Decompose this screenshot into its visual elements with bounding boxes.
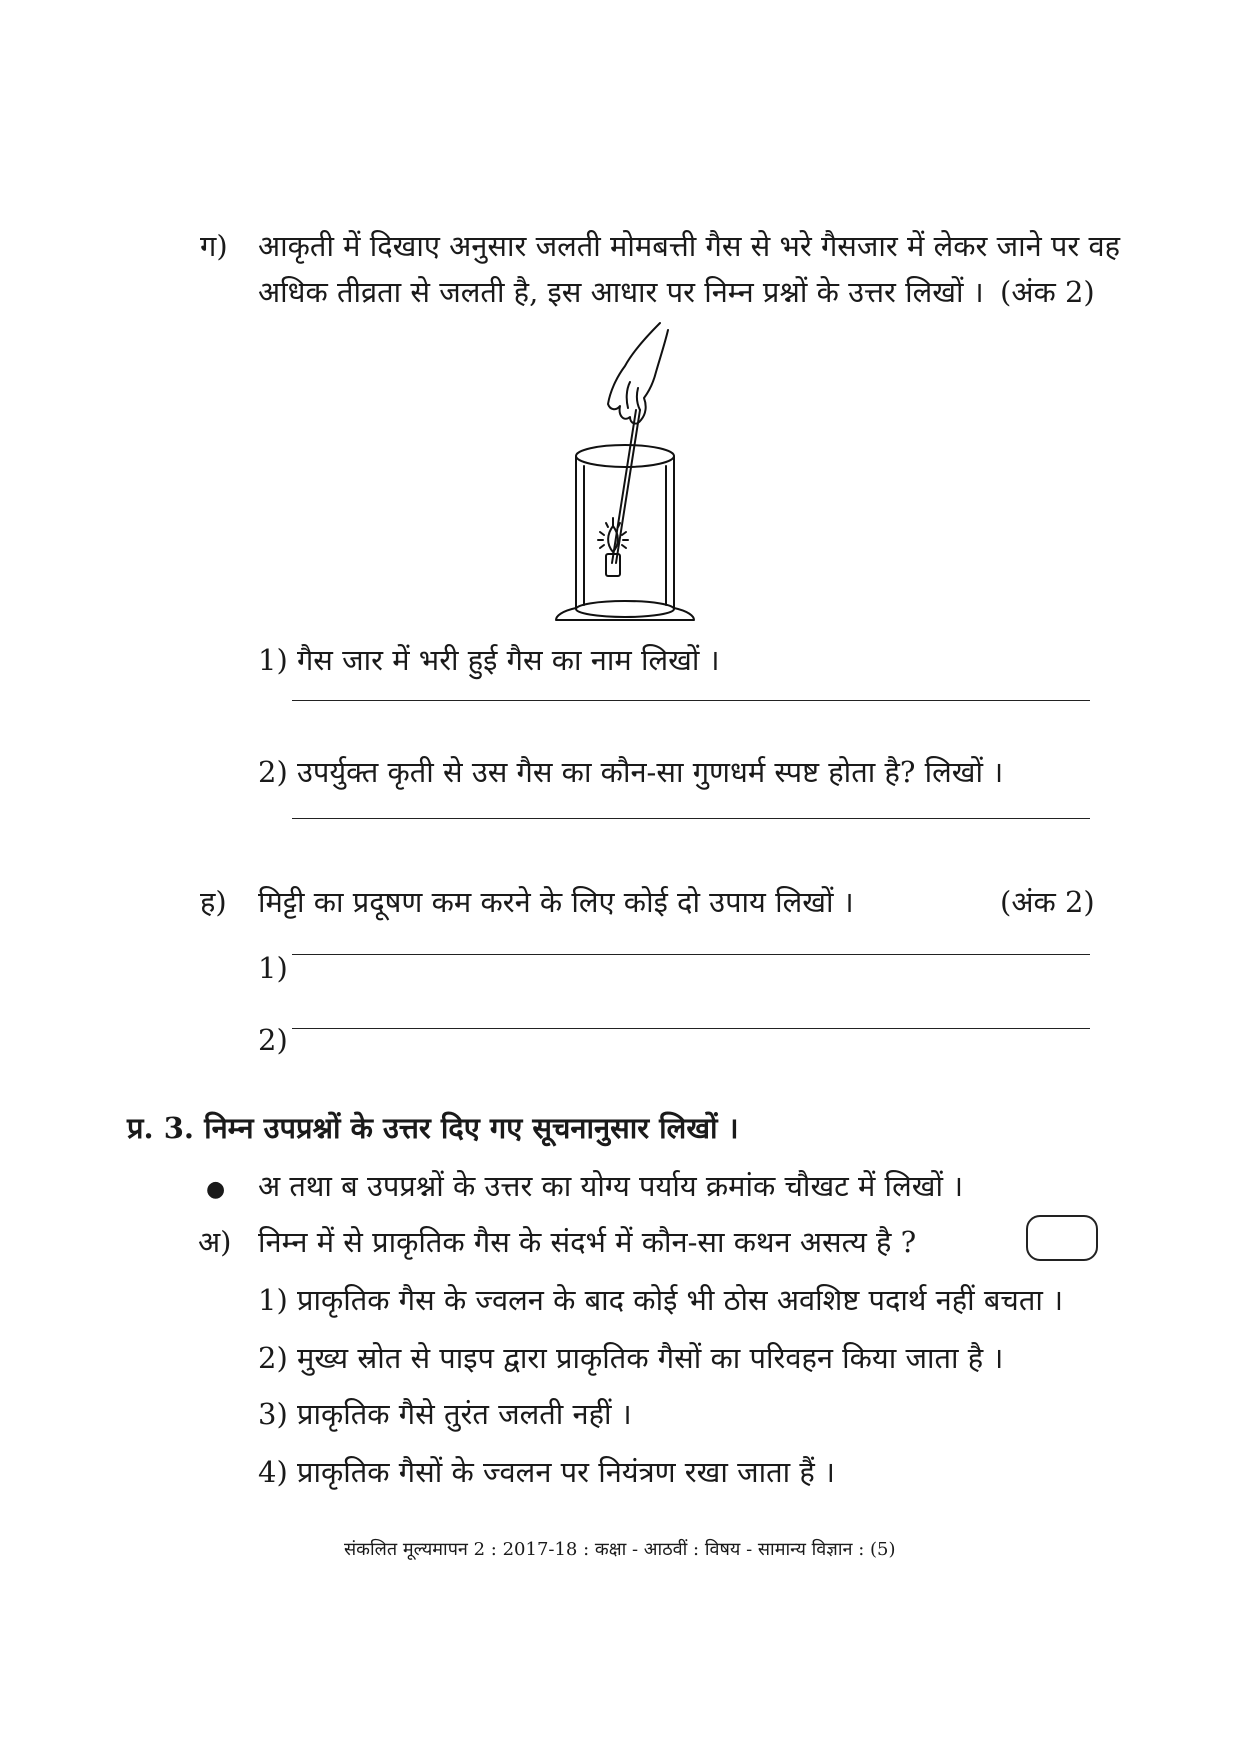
answer-box-3a[interactable] (1026, 1215, 1098, 1261)
question-3a-option-4: 4) प्राकृतिक गैसों के ज्वलन पर नियंत्रण रखा जाता हैं । (258, 1455, 836, 1489)
question-g-marks: (अंक 2) (1000, 275, 1095, 309)
gas-jar-candle-figure (540, 318, 750, 628)
bullet-icon: ● (206, 1177, 226, 1202)
question-g-text-line1: आकृती में दिखाए अनुसार जलती मोमबत्ती गैस से भरे गैसजार में लेकर जाने पर वह (258, 229, 1121, 263)
answer-line-h2[interactable] (292, 1028, 1090, 1029)
question-3a-option-1: 1) प्राकृतिक गैस के ज्वलन के बाद कोई भी ठोस अवशिष्ट पदार्थ नहीं बचता । (258, 1283, 1064, 1317)
page-footer: संकलित मूल्यमापन 2 : 2017-18 : कक्षा - आठवीं : विषय - सामान्य विज्ञान : (5) (344, 1539, 896, 1560)
question-h-text: मिट्टी का प्रदूषण कम करने के लिए कोई दो उपाय लिखों । (258, 885, 854, 919)
question-g-sub1: 1) गैस जार में भरी हुई गैस का नाम लिखों । (258, 643, 720, 677)
question-3a-option-2: 2) मुख्य स्रोत से पाइप द्वारा प्राकृतिक गैसों का परिवहन किया जाता है । (258, 1341, 1004, 1375)
question-h-answer-2-label: 2) (258, 1023, 288, 1057)
answer-line-g1[interactable] (292, 700, 1090, 701)
question-3a-text: निम्न में से प्राकृतिक गैस के संदर्भ में कौन-सा कथन असत्य है ? (258, 1225, 917, 1259)
hand-icon (608, 323, 668, 424)
question-h-marks: (अंक 2) (1000, 885, 1095, 919)
question-3-heading: प्र. 3. निम्न उपप्रश्नों के उत्तर दिए गए सूचनानुसार लिखों । (127, 1111, 739, 1145)
answer-line-g2[interactable] (292, 818, 1090, 819)
answer-line-h1[interactable] (292, 954, 1090, 955)
question-g-marker: ग) (200, 229, 228, 263)
question-h-marker: ह) (200, 885, 227, 919)
question-g-text-line2: अधिक तीव्रता से जलती है, इस आधार पर निम्न प्रश्नों के उत्तर लिखों । (258, 275, 984, 309)
question-3a-option-3: 3) प्राकृतिक गैसे तुरंत जलती नहीं । (258, 1397, 632, 1431)
question-g-sub2: 2) उपर्युक्त कृती से उस गैस का कौन-सा गुणधर्म स्पष्ट होता है? लिखों । (258, 755, 1004, 789)
question-h-answer-1-label: 1) (258, 951, 288, 985)
question-3-instruction: अ तथा ब उपप्रश्नों के उत्तर का योग्य पर्याय क्रमांक चौखट में लिखों । (258, 1169, 964, 1203)
question-3a-marker: अ) (198, 1225, 232, 1259)
